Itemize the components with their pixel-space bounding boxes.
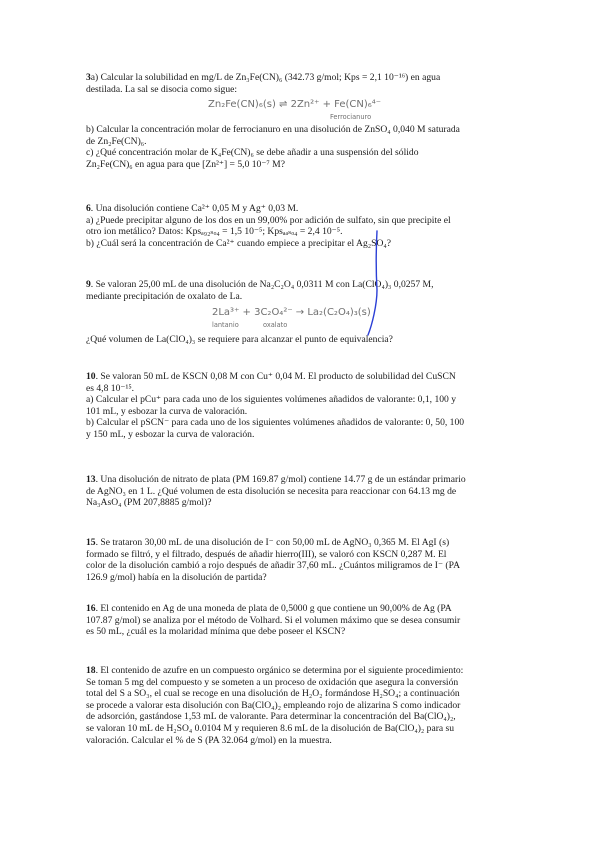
equation-sublabel: lantanio: [212, 321, 239, 329]
problem-text-line: . El contenido de azufre en un compuesto orgánico se determina por el siguiente procedimiento:: [95, 665, 464, 676]
problem-text-line: de AgNO₃ en 1 L. ¿Qué volumen de esta disolución se necesita para reaccionar con 64.13 mg de: [86, 485, 457, 497]
equation-sublabel: Ferrocianuro: [330, 113, 372, 121]
problem-text-line: a) Calcular la solubilidad en mg/L de Zn₃Fe(CN)₆ (342.73 g/mol; Kps = 2,1 10⁻¹⁶) en agua: [90, 72, 441, 83]
problem-3: [86, 72, 516, 95]
problem-text-line: de Zn₂Fe(CN)₆.: [86, 135, 147, 147]
problem-text-line: c) ¿Qué concentración molar de K₄Fe(CN)₆ se debe añadir a una suspensión del sólido: [86, 147, 419, 159]
problem-text-line: . El contenido en Ag de una moneda de plata de 0,5000 g que contiene un 90,00% de Ag (PA: [95, 603, 452, 614]
problem-9: [86, 279, 516, 302]
problem-text-line: se procede a valorar esta disolución con Ba(ClO₄)₂ empleando rojo de alizarina S como indicador: [86, 699, 461, 711]
problem-text-line: b) Calcular la concentración molar de ferrocianuro en una disolución de ZnSO₄ 0,040 M saturada: [86, 124, 460, 135]
problem-text-line: destilada. La sal se disocia como sigue:: [86, 83, 238, 95]
problem-number: 9: [86, 279, 91, 290]
problem-text-line: . Se valoran 25,00 mL de una disolución de Na₂C₂O₄ 0,0311 M con La(ClO₄)₃ 0,0257 M,: [90, 279, 434, 290]
problem-10: [86, 371, 516, 441]
problem-number: 15: [86, 537, 96, 548]
problem-text-line: formado se filtró, y el filtrado, después de añadir hierro(III), se valoró con KSCN 0,287 M. El: [86, 548, 447, 560]
problem-number: 6: [86, 203, 91, 214]
problem-text-line: se valoran 10 mL de H₂SO₄ 0.0104 M y requieren 8.6 mL de la disolución de Ba(ClO₄)₂ para su: [86, 722, 455, 734]
problem-text-line: color de la disolución cambió a rojo después de añadir 37,60 mL. ¿Cuántos miligramos de I⁻ (PA: [86, 560, 460, 572]
problem-text-line: . Se valoran 50 mL de KSCN 0,08 M con Cu⁺ 0,04 M. El producto de solubilidad del CuSCN: [95, 371, 456, 382]
problem-number: 18: [86, 665, 96, 676]
problem-text-line: y 150 mL, y esbozar la curva de valoración.: [86, 428, 255, 440]
problem-text-line: ¿Qué volumen de La(ClO₄)₃ se requiere para alcanzar el punto de equivalencia?: [86, 334, 393, 345]
precipitation-equation: 2La³⁺ + 3C₂O₄²⁻ → La₂(C₂O₄)₃(s): [212, 307, 371, 318]
problem-text-line: mediante precipitación de oxalato de La.: [86, 290, 243, 302]
problem-text-line: b) Calcular el pSCN⁻ para cada uno de los siguientes volúmenes añadidos de valorante: 0, 50, 100: [86, 417, 465, 429]
problem-13: [86, 474, 516, 509]
problem-18: [86, 665, 516, 746]
problem-text-line: 107.87 g/mol) se analiza por el método de Volhard. Si el volumen máximo que se desea consumir: [86, 614, 461, 626]
problem-text-line: es 50 mL, ¿cuál es la molaridad mínima que debe poseer el KSCN?: [86, 626, 346, 638]
problem-text-line: de adsorción, gastándose 1,53 mL de valorante. Para determinar la concentración del Ba(ClO₄)₂,: [86, 711, 456, 723]
problem-text-line: . Una disolución de nitrato de plata (PM 169.87 g/mol) contiene 14.77 g de un estándar primario: [95, 474, 466, 485]
problem-text-line: 101 mL, y esbozar la curva de valoración.: [86, 405, 248, 417]
equation-sublabel: oxalato: [263, 321, 288, 329]
problem-text-line: 126.9 g/mol) había en la disolución de partida?: [86, 571, 267, 583]
problem-15: [86, 537, 516, 583]
problem-6: [86, 203, 516, 249]
problem-number: 10: [86, 371, 96, 382]
problem-text-line: Zn₂Fe(CN)₆ en agua para que [Zn²⁺] = 5,0 10⁻⁷ M?: [86, 158, 285, 170]
problem-number: 3: [86, 72, 91, 83]
problem-text-line: a) Calcular el pCu⁺ para cada uno de los siguientes volúmenes añadidos de valorante: 0,1, 100 y: [86, 394, 457, 406]
problem-text-line: valoración. Calcular el % de S (PA 32.064 g/mol) en la muestra.: [86, 734, 332, 746]
problem-9-continued: [86, 334, 516, 346]
problem-text-line: b) ¿Cuál será la concentración de Ca²⁺ cuando empiece a precipitar el Ag₂SO₄?: [86, 237, 391, 249]
problem-text-line: total del S a SO₃, el cual se recoge en una disolución de H₂O₂ formándose H₂SO₄; a continuación: [86, 688, 460, 700]
problem-number: 16: [86, 603, 96, 614]
dissociation-equation: Zn₂Fe(CN)₆(s) ⇌ 2Zn²⁺ + Fe(CN)₆⁴⁻: [208, 99, 382, 110]
problem-text-line: es 4,8 10⁻¹⁵.: [86, 382, 135, 394]
problem-3-continued: [86, 124, 516, 170]
problem-text-line: a) ¿Puede precipitar alguno de los dos en un 99,00% por adición de sulfato, sin que precipite el: [86, 214, 451, 226]
problem-16: [86, 603, 516, 638]
problem-text-line: otro ion metálico? Datos: Kpsₐ₉₂ₛₒ₄ = 1,5 10⁻⁵; Kpsₐₐₛₒ₄ = 2,4 10⁻⁵.: [86, 226, 343, 238]
problem-text-line: Na₃AsO₄ (PM 207,8885 g/mol)?: [86, 497, 212, 509]
problem-text-line: . Una disolución contiene Ca²⁺ 0,05 M y Ag⁺ 0,03 M.: [90, 203, 299, 214]
problem-text-line: . Se trataron 30,00 mL de una disolución de I⁻ con 50,00 mL de AgNO₃ 0,365 M. El AgI (s): [95, 537, 450, 548]
problem-text-line: Se toman 5 mg del compuesto y se someten a un proceso de oxidación que asegura la conversión: [86, 676, 459, 688]
problem-number: 13: [86, 474, 96, 485]
